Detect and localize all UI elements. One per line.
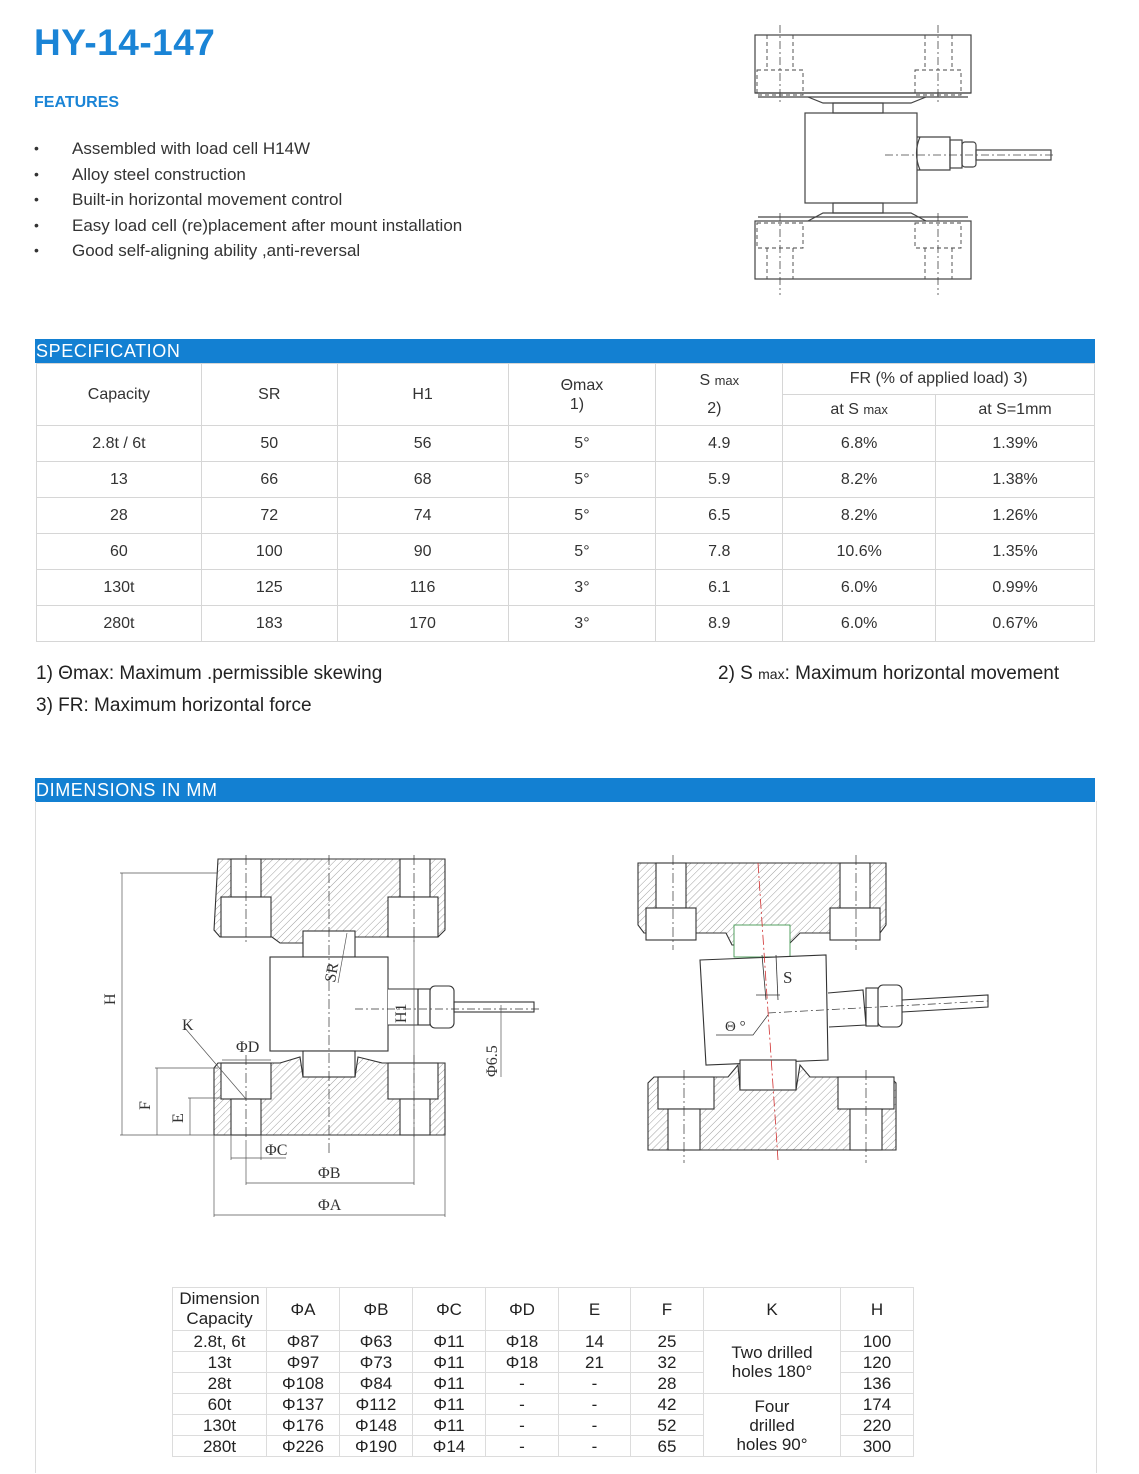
spec-header-row (37, 364, 1095, 395)
dim-cell-c: Φ11 (413, 1415, 486, 1436)
spec-cell-h1: 56 (337, 426, 508, 462)
spec-cell-capacity: 60 (37, 534, 202, 570)
col-header-theta-max (508, 364, 656, 426)
tilted-load-cell-body (700, 955, 828, 1065)
dim-cell-e: 21 (559, 1352, 631, 1373)
specification-table (36, 363, 1095, 642)
label-a: ΦA (318, 1197, 342, 1214)
fr-at-smax-sub: max (863, 402, 888, 417)
spec-cell-smax: 5.9 (656, 462, 783, 498)
label-k: K (182, 1017, 194, 1034)
dim-cell-c: Φ11 (413, 1373, 486, 1394)
theta-max-label: Θmax (560, 376, 604, 394)
spec-cell-h1: 116 (337, 570, 508, 606)
feature-item (34, 162, 462, 188)
footnote-2 (718, 663, 1059, 685)
dim-table-row (173, 1331, 914, 1352)
col-header-sr: SR (201, 364, 337, 426)
dim-cell-k-two-holes (704, 1331, 841, 1394)
spec-cell-fr-1mm: 1.39% (936, 426, 1095, 462)
dim-cell-capacity: 280t (173, 1436, 267, 1457)
k-four-line2: drilled (749, 1415, 795, 1435)
dimensions-section-header (35, 778, 1095, 802)
spec-table-row (37, 462, 1095, 498)
product-title: HY-14-147 (34, 22, 216, 63)
corner-capacity-label: Capacity (186, 1309, 253, 1328)
dim-col-header: ΦA (267, 1288, 340, 1331)
dim-col-header: ΦB (340, 1288, 413, 1331)
spec-table-row (37, 534, 1095, 570)
label-b: ΦB (318, 1165, 341, 1182)
bullet-icon: • (34, 165, 39, 182)
hidden-holes (757, 35, 961, 95)
dim-cell-f: 52 (631, 1415, 704, 1436)
col-header-h1: H1 (337, 364, 508, 426)
spec-cell-theta: 5° (508, 426, 656, 462)
specification-section-header (35, 339, 1095, 363)
spec-cell-theta: 3° (508, 570, 656, 606)
spec-cell-smax: 6.1 (656, 570, 783, 606)
spec-cell-theta: 5° (508, 534, 656, 570)
dim-cell-f: 42 (631, 1394, 704, 1415)
label-c: ΦC (265, 1142, 288, 1159)
bullet-icon: • (34, 216, 39, 233)
skewing-illustration-drawing (628, 855, 998, 1165)
dim-cell-h: 136 (841, 1373, 914, 1394)
dim-cell-c: Φ11 (413, 1331, 486, 1352)
dim-cell-d: Φ18 (486, 1331, 559, 1352)
feature-item (34, 213, 462, 239)
dim-cell-h: 220 (841, 1415, 914, 1436)
dim-cell-d: - (486, 1394, 559, 1415)
spec-cell-sr: 183 (201, 606, 337, 642)
spec-cell-fr-smax: 8.2% (783, 498, 936, 534)
dim-col-header: F (631, 1288, 704, 1331)
spec-cell-theta: 5° (508, 498, 656, 534)
spec-cell-sr: 125 (201, 570, 337, 606)
dimensions-table (172, 1287, 914, 1457)
dim-col-header: ΦD (486, 1288, 559, 1331)
dim-corner-header (173, 1288, 267, 1331)
feature-text: Assembled with load cell H14W (72, 139, 311, 158)
spec-cell-smax: 7.8 (656, 534, 783, 570)
feature-text: Alloy steel construction (72, 164, 246, 184)
spec-cell-fr-smax: 6.8% (783, 426, 936, 462)
footnote-1: 1) Θmax: Maximum .permissible skewing (36, 663, 383, 684)
dim-cell-b: Φ112 (340, 1394, 413, 1415)
dim-cell-capacity: 130t (173, 1415, 267, 1436)
dim-cell-capacity: 13t (173, 1352, 267, 1373)
spec-cell-fr-1mm: 0.99% (936, 570, 1095, 606)
dim-cell-c: Φ11 (413, 1394, 486, 1415)
dim-col-header: E (559, 1288, 631, 1331)
dim-cell-b: Φ84 (340, 1373, 413, 1394)
k-four-line3: holes 90° (736, 1434, 808, 1454)
dim-header-row (173, 1288, 914, 1331)
feature-text: Built-in horizontal movement control (72, 190, 343, 210)
label-sr: SR (322, 961, 343, 984)
dim-cell-b: Φ190 (340, 1436, 413, 1457)
dim-cell-a: Φ226 (267, 1436, 340, 1457)
spec-cell-capacity: 28 (37, 498, 202, 534)
spec-cell-capacity: 13 (37, 462, 202, 498)
dim-cell-f: 25 (631, 1331, 704, 1352)
col-header-capacity: Capacity (37, 364, 202, 426)
dim-cell-h: 300 (841, 1436, 914, 1457)
footnote-2-prefix: 2) S (718, 663, 759, 684)
dim-table-row (173, 1394, 914, 1415)
dimensioned-section-drawing (100, 855, 560, 1220)
product-side-view-drawing (740, 25, 1070, 295)
dim-cell-h: 120 (841, 1352, 914, 1373)
dim-cell-c: Φ14 (413, 1436, 486, 1457)
spec-cell-sr: 100 (201, 534, 337, 570)
specification-heading: SPECIFICATION (36, 341, 181, 361)
dim-cell-d: - (486, 1373, 559, 1394)
fr-at-smax-label: at S (830, 401, 859, 418)
label-f: F (137, 1101, 154, 1110)
spec-cell-fr-smax: 6.0% (783, 570, 936, 606)
spec-table-row (37, 570, 1095, 606)
spec-cell-h1: 74 (337, 498, 508, 534)
label-h1: H1 (393, 1003, 410, 1023)
dim-cell-d: Φ18 (486, 1352, 559, 1373)
k-two-line2: holes 180° (731, 1362, 813, 1381)
dim-cell-a: Φ97 (267, 1352, 340, 1373)
feature-item (34, 238, 462, 264)
spec-cell-smax: 8.9 (656, 606, 783, 642)
spec-cell-fr-1mm: 0.67% (936, 606, 1095, 642)
dim-cell-b: Φ63 (340, 1331, 413, 1352)
spec-cell-capacity: 130t (37, 570, 202, 606)
feature-text: Good self-aligning ability ,anti-reversal (72, 241, 361, 261)
label-h: H (102, 993, 119, 1005)
col-header-fr: FR (% of applied load) 3) (783, 364, 1095, 395)
dim-cell-e: 14 (559, 1331, 631, 1352)
dim-col-header: H (841, 1288, 914, 1331)
spec-cell-fr-smax: 10.6% (783, 534, 936, 570)
spec-table-row (37, 606, 1095, 642)
dim-cell-h: 174 (841, 1394, 914, 1415)
dim-cell-e: - (559, 1394, 631, 1415)
load-cell-body (805, 113, 917, 203)
features-list (34, 136, 462, 264)
dim-cell-a: Φ137 (267, 1394, 340, 1415)
dim-cell-d: - (486, 1415, 559, 1436)
dim-cell-b: Φ148 (340, 1415, 413, 1436)
spec-cell-theta: 5° (508, 462, 656, 498)
label-s: S (783, 968, 793, 987)
dimensions-heading: DIMENSIONS IN MM (36, 780, 218, 800)
dim-cell-a: Φ108 (267, 1373, 340, 1394)
dim-cell-f: 32 (631, 1352, 704, 1373)
bottom-plate (755, 221, 971, 279)
s-max-label: S (699, 371, 711, 389)
spec-cell-h1: 170 (337, 606, 508, 642)
col-header-s-max (656, 364, 783, 426)
features-heading: FEATURES (34, 94, 120, 111)
dim-cell-d: - (486, 1436, 559, 1457)
dim-cell-e: - (559, 1415, 631, 1436)
dim-col-header: ΦC (413, 1288, 486, 1331)
label-theta: Θ ° (725, 1019, 746, 1035)
feature-item (34, 187, 462, 213)
label-e: E (170, 1113, 187, 1123)
dim-cell-a: Φ176 (267, 1415, 340, 1436)
s-max-note: 2) (707, 399, 722, 417)
spec-cell-fr-smax: 8.2% (783, 462, 936, 498)
spec-cell-capacity: 2.8t / 6t (37, 426, 202, 462)
dim-col-header: K (704, 1288, 841, 1331)
col-header-fr-at-smax (783, 395, 936, 426)
bullet-icon: • (34, 140, 39, 156)
bullet-icon: • (34, 191, 39, 208)
footnote-2-sub: max (758, 666, 785, 682)
dim-cell-h: 100 (841, 1331, 914, 1352)
label-d: ΦD (236, 1039, 260, 1056)
theta-max-note: 1) (569, 395, 585, 413)
footnote-2-text: : Maximum horizontal movement (784, 663, 1060, 684)
spec-cell-fr-1mm: 1.26% (936, 498, 1095, 534)
dim-cell-capacity: 60t (173, 1394, 267, 1415)
s-max-sub: max (714, 372, 740, 388)
feature-text: Easy load cell (re)placement after mount installation (72, 215, 463, 235)
cable (454, 1002, 534, 1012)
spec-cell-fr-smax: 6.0% (783, 606, 936, 642)
spec-cell-sr: 50 (201, 426, 337, 462)
top-plate (755, 35, 971, 93)
spec-cell-capacity: 280t (37, 606, 202, 642)
dim-cell-f: 65 (631, 1436, 704, 1457)
dim-cell-e: - (559, 1373, 631, 1394)
spec-table-row (37, 498, 1095, 534)
spec-cell-h1: 68 (337, 462, 508, 498)
dim-cell-e: - (559, 1436, 631, 1457)
dim-cell-capacity: 2.8t, 6t (173, 1331, 267, 1352)
dim-cell-f: 28 (631, 1373, 704, 1394)
feature-item (34, 136, 462, 162)
footnote-3: 3) FR: Maximum horizontal force (36, 695, 312, 716)
spec-table-row (37, 426, 1095, 462)
spec-cell-fr-1mm: 1.38% (936, 462, 1095, 498)
spec-cell-sr: 72 (201, 498, 337, 534)
label-cable-diameter: Φ6.5 (484, 1045, 501, 1077)
corner-dimension-label: Dimension (179, 1289, 260, 1308)
k-two-line1: Two drilled (731, 1343, 813, 1362)
spec-cell-smax: 4.9 (656, 426, 783, 462)
spec-cell-h1: 90 (337, 534, 508, 570)
spec-cell-fr-1mm: 1.35% (936, 534, 1095, 570)
spec-cell-smax: 6.5 (656, 498, 783, 534)
bullet-icon: • (34, 242, 39, 259)
spec-cell-theta: 3° (508, 606, 656, 642)
k-four-line1: Four (754, 1396, 790, 1416)
dim-cell-k-four-holes (704, 1394, 841, 1457)
dim-cell-b: Φ73 (340, 1352, 413, 1373)
col-header-fr-at-1mm: at S=1mm (936, 395, 1095, 426)
dim-cell-a: Φ87 (267, 1331, 340, 1352)
spec-cell-sr: 66 (201, 462, 337, 498)
dim-cell-capacity: 28t (173, 1373, 267, 1394)
dim-cell-c: Φ11 (413, 1352, 486, 1373)
